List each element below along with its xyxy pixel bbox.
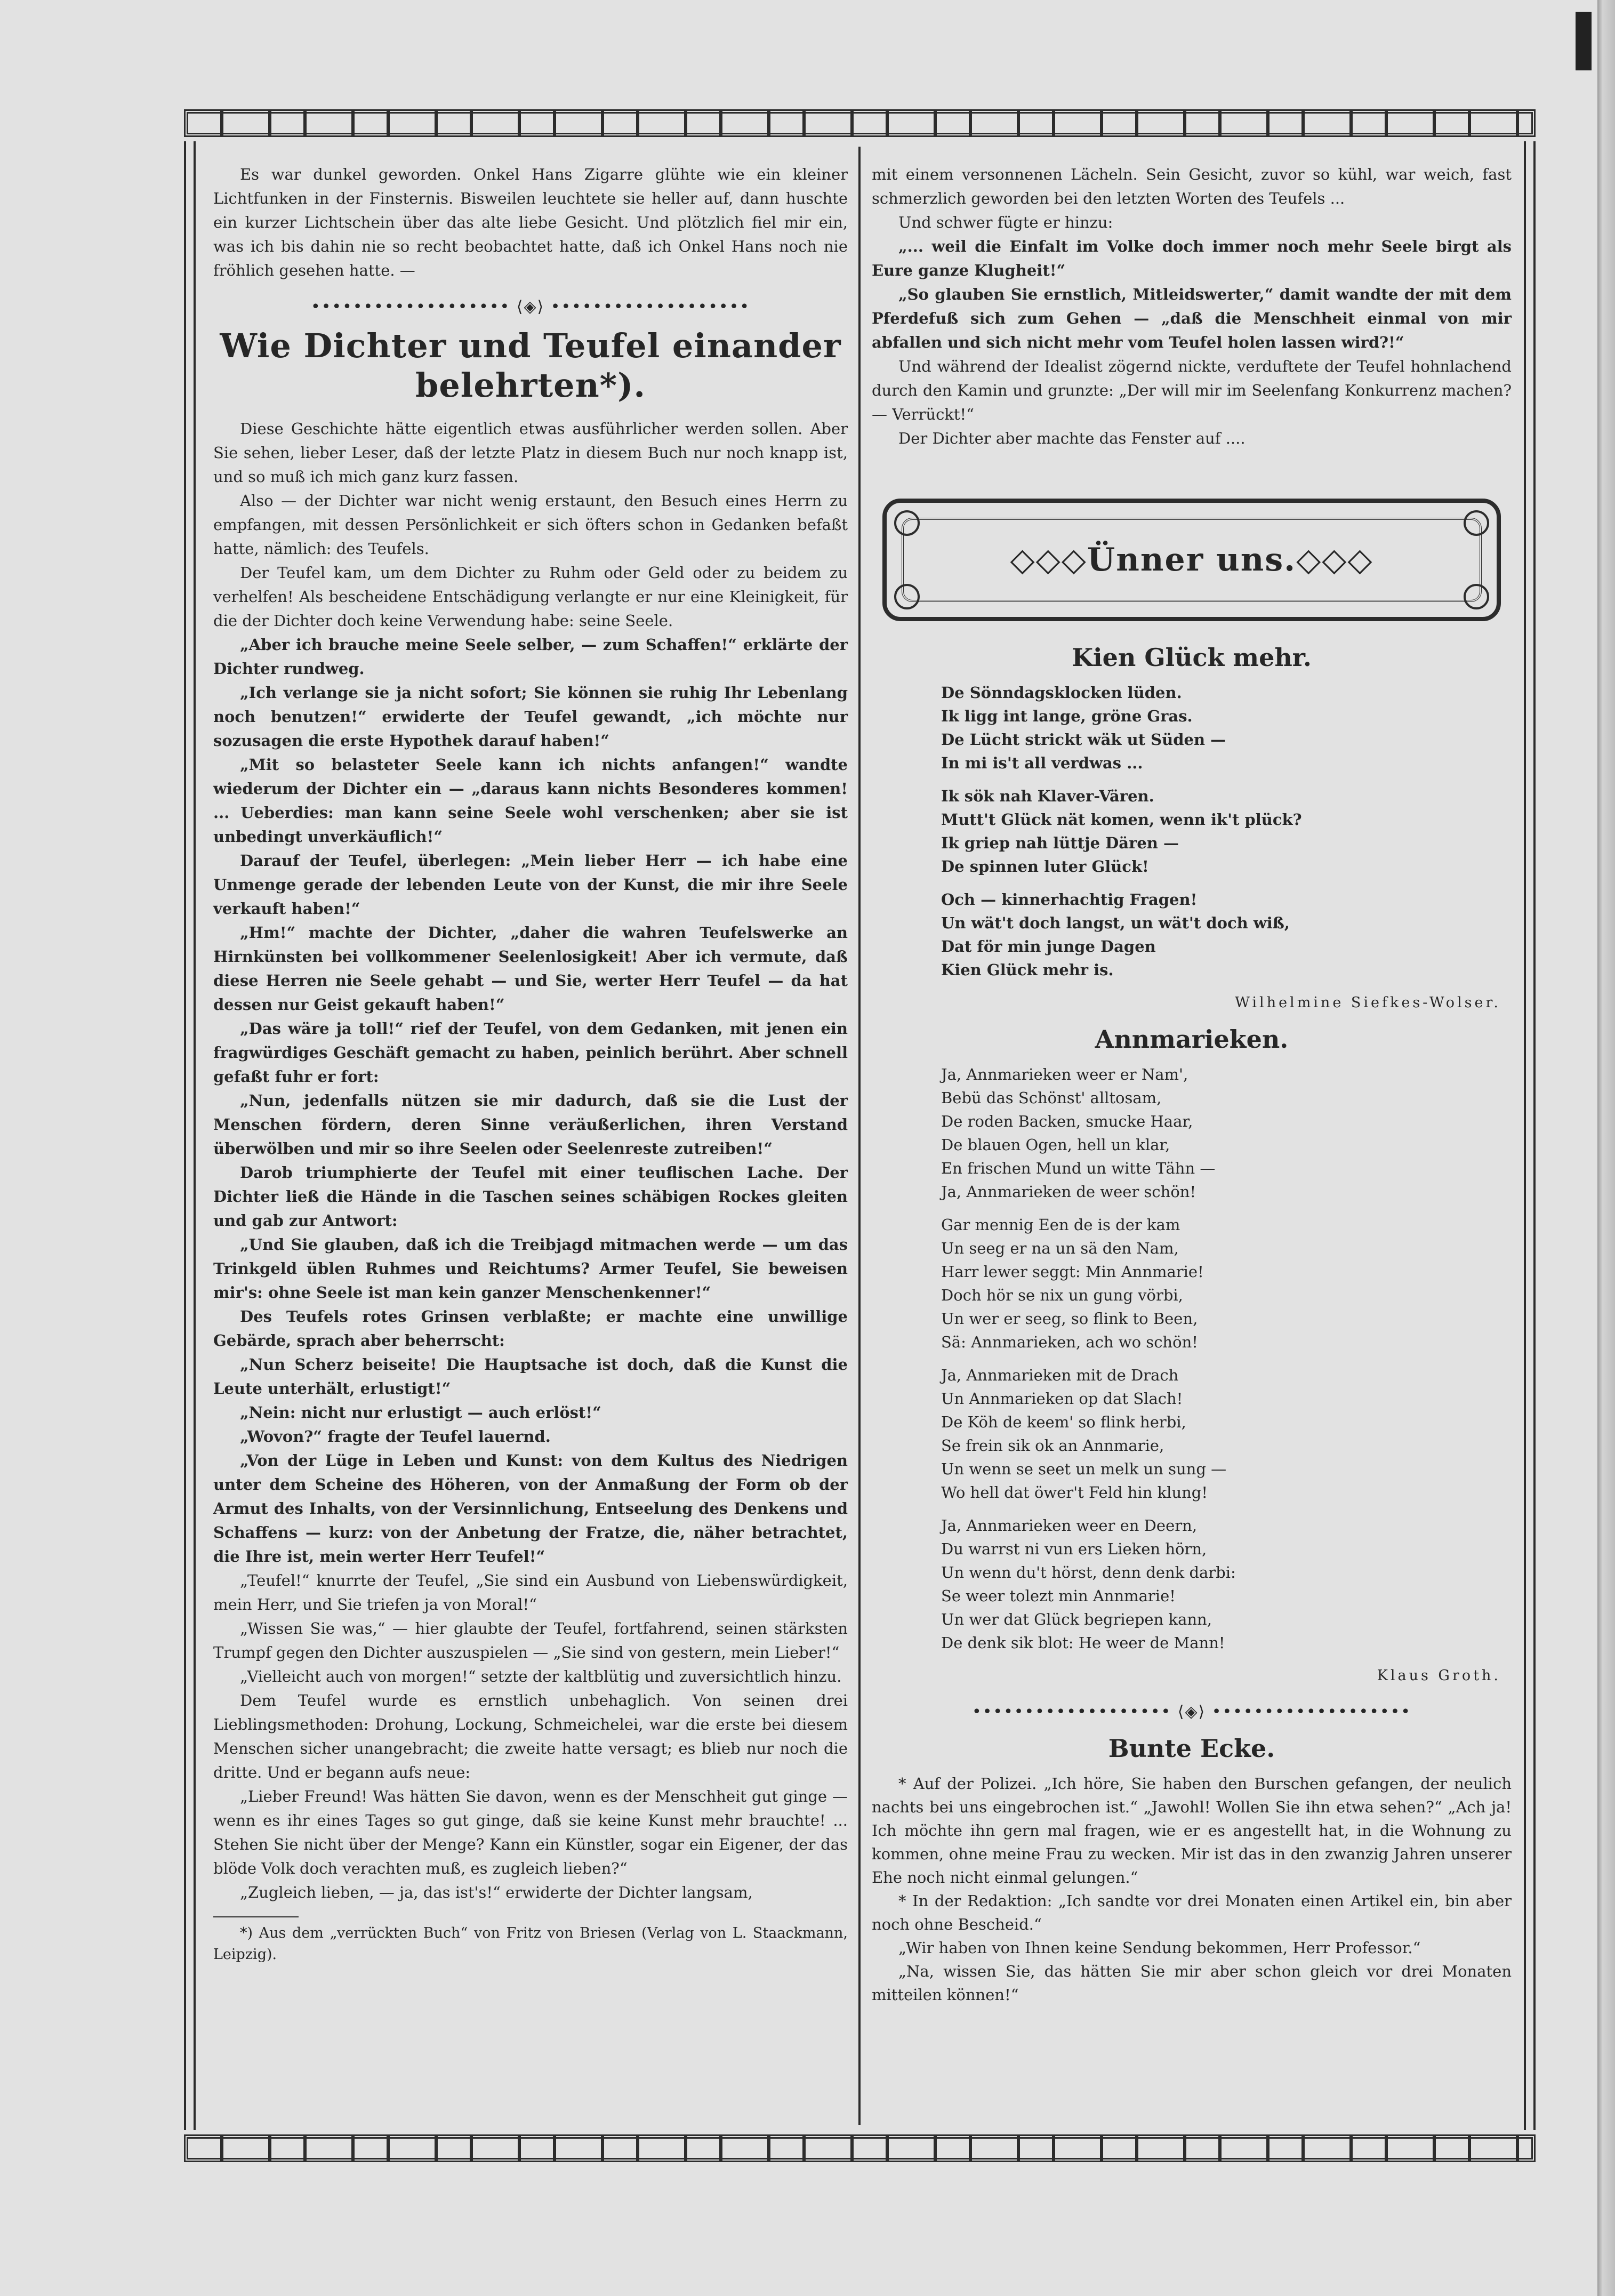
article-paragraph: Dem Teufel wurde es ernstlich unbehaglich. Von seinen drei Lieblingsmethoden: Drohung, Lockung, Schmeichelei, war die erste bei diesem Menschen sicher unangebracht; die zweite hatte versagt; es blieb nur noch die dritte. Und er begann aufs neue:: [213, 1691, 848, 1781]
anecdote-paragraph: „Na, wissen Sie, das hätten Sie mir aber schon gleich vor drei Monaten mitteilen können!“: [872, 1962, 1512, 2004]
poem-line: Bebü das Schönst' alltosam,: [941, 1089, 1162, 1107]
article-paragraph: „Hm!“ machte der Dichter, „daher die wahren Teufelswerke an Hirnkünsten bei vollkommener Seelenlosigkeit! Aber ich vermute, daß diese Herren nie Seele gehabt — und Sie, werter Herr Teufel — da hat dessen nur Geist gekauft haben!“: [213, 924, 848, 1014]
footnote-text: *) Aus dem „verrückten Buch“ von Fritz von Briesen (Verlag von L. Staackmann, Leipzig).: [213, 1925, 848, 1963]
continuation-paragraph: Der Dichter aber machte das Fenster auf ....: [898, 429, 1246, 447]
continuation-paragraph: Und während der Idealist zögernd nickte, verduftete der Teufel hohnlachend durch den Kamin und grunzte: „Der will mir im Seelenfang Konkurrenz machen? — Verrückt!“: [872, 357, 1512, 423]
poem-stanza: [941, 1514, 1512, 1655]
left-column: [213, 163, 848, 1965]
article-paragraph: „Zugleich lieben, — ja, das ist's!“ erwiderte der Dichter langsam,: [240, 1883, 753, 1901]
poem-line: Ik sök nah Klaver-Vären.: [941, 787, 1154, 805]
poem-line: Doch hör se nix un gung vörbi,: [941, 1286, 1183, 1304]
poem-line: Gar mennig Een de is der kam: [941, 1216, 1180, 1234]
poem-line: Ja, Annmarieken weer er Nam',: [941, 1065, 1188, 1083]
banner-inner-frame: [902, 518, 1482, 602]
poem-line: De blauen Ogen, hell un klar,: [941, 1136, 1170, 1154]
poem-line: Un Annmarieken op dat Slach!: [941, 1390, 1183, 1408]
article-paragraph: Des Teufels rotes Grinsen verblaßte; er machte eine unwillige Gebärde, sprach aber beherrscht:: [213, 1307, 848, 1350]
article-paragraph: „Vielleicht auch von morgen!“ setzte der kaltblütig und zuversichtlich hinzu.: [240, 1667, 842, 1685]
article-paragraph: „Wovon?“ fragte der Teufel lauernd.: [240, 1427, 551, 1446]
bunte-ecke-section: [872, 1772, 1512, 2006]
poem-title: Kien Glück mehr.: [1072, 643, 1312, 672]
poem-line: Un wenn du't hörst, denn denk darbi:: [941, 1563, 1236, 1581]
poem-line: De denk sik blot: He weer de Mann!: [941, 1634, 1225, 1652]
article-paragraph: „Teufel!“ knurrte der Teufel, „Sie sind ein Ausbund von Liebenswürdigkeit, mein Herr, und Sie triefen ja von Moral!“: [213, 1571, 848, 1613]
poem-line: Ja, Annmarieken de weer schön!: [941, 1183, 1196, 1201]
continuation-paragraph: „... weil die Einfalt im Volke doch immer noch mehr Seele birgt als Eure ganze Klugheit!“: [872, 237, 1512, 279]
poem-line: Un seeg er na un sä den Nam,: [941, 1239, 1179, 1257]
anecdote-paragraph: „Wir haben von Ihnen keine Sendung bekommen, Herr Professor.“: [898, 1939, 1421, 1957]
footnote: [213, 1923, 848, 1965]
poem-line: Wo hell dat öwer't Feld hin klung!: [941, 1483, 1208, 1502]
poem-title: Annmarieken.: [1095, 1025, 1289, 1054]
poem-line: Ja, Annmarieken mit de Drach: [941, 1366, 1179, 1384]
article-continuation: [872, 163, 1512, 451]
article-paragraph: Darauf der Teufel, überlegen: „Mein lieber Herr — ich habe eine Unmenge gerade der lebenden Leute von der Kunst, die mir ihre Seele verkauft haben!“: [213, 852, 848, 918]
poem-line: Se frein sik ok an Annmarie,: [941, 1436, 1164, 1455]
poem-line: Mutt't Glück nät komen, wenn ik't plück?: [941, 810, 1302, 829]
frame-bottom-border: [184, 2134, 1536, 2162]
poem-annmarieken: [941, 1063, 1512, 1655]
article-paragraph: „Nein: nicht nur erlustigt — auch erlöst!“: [240, 1403, 601, 1422]
poem-line: Un wer dat Glück begriepen kann,: [941, 1610, 1212, 1628]
anecdote-paragraph: * Auf der Polizei. „Ich höre, Sie haben den Burschen gefangen, der neulich nachts bei uns eingebrochen ist.“ „Jawohl! Wollen Sie ihn etwa sehen?“ „Ach ja! Ich möchte ihn gern mal fragen, wie er es angestellt hat, in die Wohnung zu kommen, ohne meine Frau zu wecken. Mir ist das in den zwanzig Jahren unserer Ehe noch nicht einmal gelungen.“: [872, 1775, 1512, 1886]
poem-line: Harr lewer seggt: Min Annmarie!: [941, 1263, 1204, 1281]
article-paragraph: „Mit so belasteter Seele kann ich nichts anfangen!“ wandte wiederum der Dichter ein — „daraus kann nichts Besonderes kommen! ... Ueberdies: man kann seine Seele wohl verschenken; aber sie ist unbedingt unverkäuflich!“: [213, 756, 848, 846]
poem-stanza: [941, 1363, 1512, 1504]
article-paragraph: „Lieber Freund! Was hätten Sie davon, wenn es der Menschheit gut ginge — wenn es ihr eines Tages so gut ginge, daß sie keine Kunst mehr brauchte! ... Stehen Sie nicht über der Menge? Kann ein Künstler, sogar ein Eigener, der das blöde Volk doch verachten muß, es zugleich lieben?“: [213, 1787, 848, 1877]
poem-line: De roden Backen, smucke Haar,: [941, 1112, 1193, 1130]
poem-line: De Lücht strickt wäk ut Süden —: [941, 730, 1226, 749]
poem-line: Och — kinnerhachtig Fragen!: [941, 890, 1198, 909]
column-rule: [858, 147, 861, 2125]
article-paragraph: Der Teufel kam, um dem Dichter zu Ruhm oder Geld oder zu beidem zu verhelfen! Als bescheidene Entschädigung verlangte er nur eine Kleinigkeit, für die der Dichter doch keine Verwendung habe: seine Seele.: [213, 564, 848, 630]
frame-right-border: [1524, 141, 1536, 2130]
poem-line: Dat för min junge Dagen: [941, 937, 1156, 956]
section-title: Bunte Ecke.: [1108, 1734, 1275, 1763]
article-body: [213, 417, 848, 1905]
article-paragraph: „Nun Scherz beiseite! Die Hauptsache ist doch, daß die Kunst die Leute unterhält, erlustigt!“: [213, 1355, 848, 1398]
poem-author: Wilhelmine Siefkes-Wolser.: [1235, 994, 1501, 1011]
article-paragraph: „Aber ich brauche meine Seele selber, — zum Schaffen!“ erklärte der Dichter rundweg.: [213, 636, 848, 678]
poem-line: Un wer er seeg, so flink to Been,: [941, 1310, 1198, 1328]
poem-kien-glueck: [941, 681, 1512, 982]
decorative-frame: [184, 109, 1536, 2162]
poem-line: De Köh de keem' so flink herbi,: [941, 1413, 1186, 1431]
poem-author: Klaus Groth.: [1377, 1667, 1501, 1684]
poem-line: De spinnen luter Glück!: [941, 857, 1149, 876]
article-paragraph: „Ich verlange sie ja nicht sofort; Sie können sie ruhig Ihr Lebenlang noch benutzen!“ erwiderte der Teufel gewandt, „ich möchte nur sozusagen die erste Hypothek darauf haben!“: [213, 684, 848, 750]
article-title: Wie Dichter und Teufel einander belehrten*).: [220, 326, 841, 405]
section-divider: ••••••••••••••••••• ⟨◈⟩ •••••••••••••••••••: [972, 1703, 1411, 1721]
frame-left-border: [184, 141, 196, 2130]
continuation-paragraph: „So glauben Sie ernstlich, Mitleidswerter,“ damit wandte der mit dem Pferdefuß sich zum Gehen — „daß die Menschheit einmal von mir abfallen und sich nicht mehr vom Teufel holen lassen wird?!“: [872, 285, 1512, 351]
article-paragraph: „Und Sie glauben, daß ich die Treibjagd mitmachen werde — um das Trinkgeld üblen Ruhmes und Reichtums? Armer Teufel, Sie beweisen mir's: ohne Seele ist man kein ganzer Menschenkenner!“: [213, 1235, 848, 1302]
poem-line: In mi is't all verdwas ...: [941, 754, 1143, 772]
poem-stanza: [941, 784, 1512, 878]
continuation-paragraph: Und schwer fügte er hinzu:: [898, 213, 1113, 231]
poem-line: Se weer tolezt min Annmarie!: [941, 1587, 1176, 1605]
poem-stanza: [941, 681, 1512, 775]
anecdote-paragraph: * In der Redaktion: „Ich sandte vor drei Monaten einen Artikel ein, bin aber noch ohne Bescheid.“: [872, 1892, 1512, 1933]
poem-line: En frischen Mund un witte Tähn —: [941, 1159, 1216, 1177]
article-paragraph: Darob triumphierte der Teufel mit einer teuflischen Lache. Der Dichter ließ die Hände in die Taschen seines schäbigen Rockes gleiten und gab zur Antwort:: [213, 1163, 848, 1230]
poem-line: Ik griep nah lüttje Dären —: [941, 834, 1179, 852]
poem-line: Sä: Annmarieken, ach wo schön!: [941, 1333, 1198, 1351]
continuation-paragraph: mit einem versonnenen Lächeln. Sein Gesicht, zuvor so kühl, war weich, fast schmerzlich geworden bei den letzten Worten des Teufels ...: [872, 165, 1512, 207]
article-paragraph: „Das wäre ja toll!“ rief der Teufel, von dem Gedanken, mit jenen ein fragwürdiges Geschäft gemacht zu haben, peinlich berührt. Aber schnell gefaßt fuhr er fort:: [213, 1019, 848, 1086]
poem-stanza: [941, 1063, 1512, 1203]
article-paragraph: „Von der Lüge in Leben und Kunst: von dem Kultus des Niedrigen unter dem Scheine des Höheren, von der Anmaßung der Form ob der Armut des Inhalts, von der Versinnlichung, Entseelung des Denkens und Schaffens — kurz: von der Anbetung der Fratze, die, näher betrachtet, die Ihre ist, mein werter Herr Teufel!“: [213, 1451, 848, 1566]
right-column: [872, 163, 1512, 2006]
frame-top-border: [184, 109, 1536, 137]
footnote-rule: [213, 1916, 299, 1917]
article-paragraph: Diese Geschichte hätte eigentlich etwas ausführlicher werden sollen. Aber Sie sehen, lieber Leser, daß der letzte Platz in diesem Buch nur noch knapp ist, und so muß ich mich ganz kurz fassen.: [213, 420, 848, 486]
poem-line: Un wät't doch langst, un wät't doch wiß,: [941, 914, 1290, 932]
poem-line: Ja, Annmarieken weer en Deern,: [941, 1516, 1197, 1535]
poem-line: Ik ligg int lange, gröne Gras.: [941, 707, 1193, 725]
poem-stanza: [941, 888, 1512, 982]
article-paragraph: „Nun, jedenfalls nützen sie mir dadurch, daß sie die Lust der Menschen fördern, deren Sinne veräußerlichen, ihren Verstand überwölben und mir so ihre Seelen oder Seelenreste zutreiben!“: [213, 1091, 848, 1158]
poem-line: De Sönndagsklocken lüden.: [941, 684, 1182, 702]
article-paragraph: Also — der Dichter war nicht wenig erstaunt, den Besuch eines Herrn zu empfangen, mit dessen Persönlichkeit er sich öfters schon in Gedanken befaßt hatte, nämlich: des Teufels.: [213, 492, 848, 558]
poem-line: Du warrst ni vun ers Lieken hörn,: [941, 1540, 1207, 1558]
section-banner: [882, 499, 1501, 621]
scan-tab-marker: [1576, 12, 1592, 70]
poem-line: Kien Glück mehr is.: [941, 961, 1114, 979]
article-paragraph: „Wissen Sie was,“ — hier glaubte der Teufel, fortfahrend, seinen stärksten Trumpf gegen den Dichter auszuspielen — „Sie sind von gestern, mein Lieber!“: [213, 1619, 848, 1661]
banner-title: ◇◇◇Ünner uns.◇◇◇: [1010, 541, 1373, 579]
poem-line: Un wenn se seet un melk un sung —: [941, 1460, 1227, 1478]
poem-stanza: [941, 1213, 1512, 1354]
page-edge: [1597, 0, 1615, 2296]
section-ornament: ••••••••••••••••••• ⟨◈⟩ •••••••••••••••••••: [311, 298, 750, 316]
intro-paragraph: Es war dunkel geworden. Onkel Hans Zigarre glühte wie ein kleiner Lichtfunken in der Finsternis. Bisweilen leuchtete sie heller auf, dann huschte ein kurzer Lichtschein über das alte liebe Gesicht. Und plötzlich fiel mir ein, was ich bis dahin nie so recht beobachtet hatte, daß ich Onkel Hans noch nie fröhlich gesehen hatte. —: [213, 165, 848, 279]
